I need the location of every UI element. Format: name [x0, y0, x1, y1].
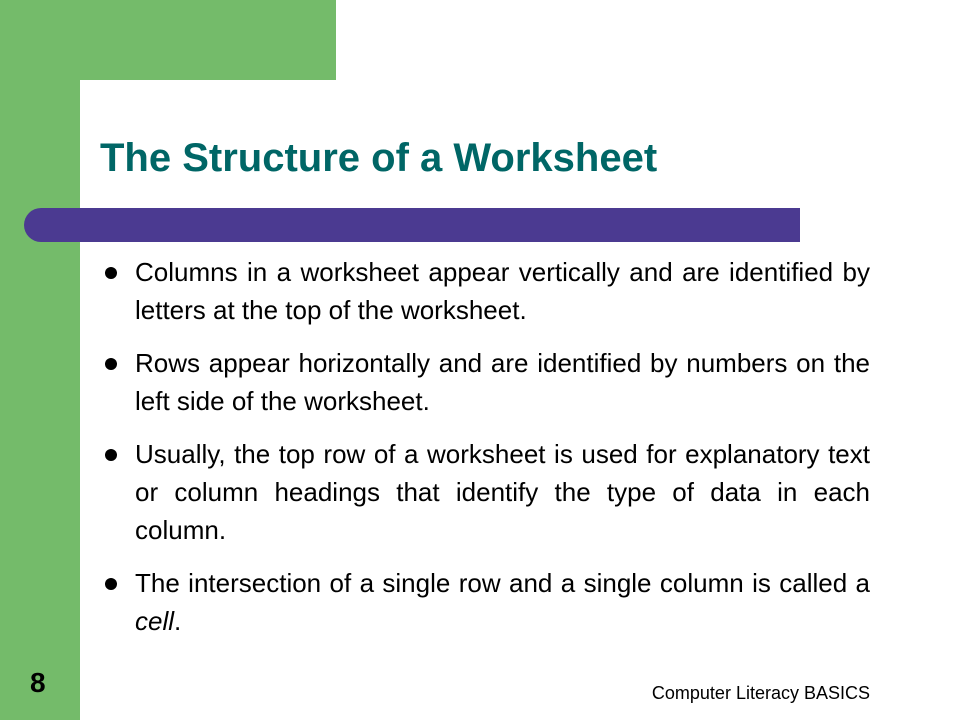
- bullet-item: [100, 564, 870, 640]
- slide-title: The Structure of a Worksheet: [100, 136, 658, 180]
- green-top-bar: [0, 0, 336, 80]
- bullet-text: cell: [135, 606, 175, 636]
- page-number: 8: [30, 667, 46, 698]
- bullet-list: [100, 253, 870, 655]
- bullet-item: [100, 253, 870, 329]
- title-underline-bar: [24, 208, 800, 242]
- bullet-dot-icon: [105, 578, 117, 590]
- bullet-dot-icon: [105, 358, 117, 370]
- bullet-dot-icon: [105, 267, 117, 279]
- bullet-text: .: [174, 606, 182, 636]
- bullet-text: Usually, the top row of a worksheet is used for explanatory text or column headings that identify the type of data in each column.: [135, 439, 870, 545]
- bullet-text: Columns in a worksheet appear vertically and are identified by letters at the top of the worksheet.: [135, 257, 870, 325]
- bullet-text: Rows appear horizontally and are identified by numbers on the left side of the worksheet.: [135, 348, 870, 416]
- bullet-dot-icon: [105, 449, 117, 461]
- green-sidebar: [0, 0, 80, 720]
- bullet-item: [100, 344, 870, 420]
- footer-text: Computer Literacy BASICS: [651, 683, 870, 703]
- bullet-text: The intersection of a single row and a single column is called a: [135, 568, 870, 598]
- bullet-item: [100, 435, 870, 549]
